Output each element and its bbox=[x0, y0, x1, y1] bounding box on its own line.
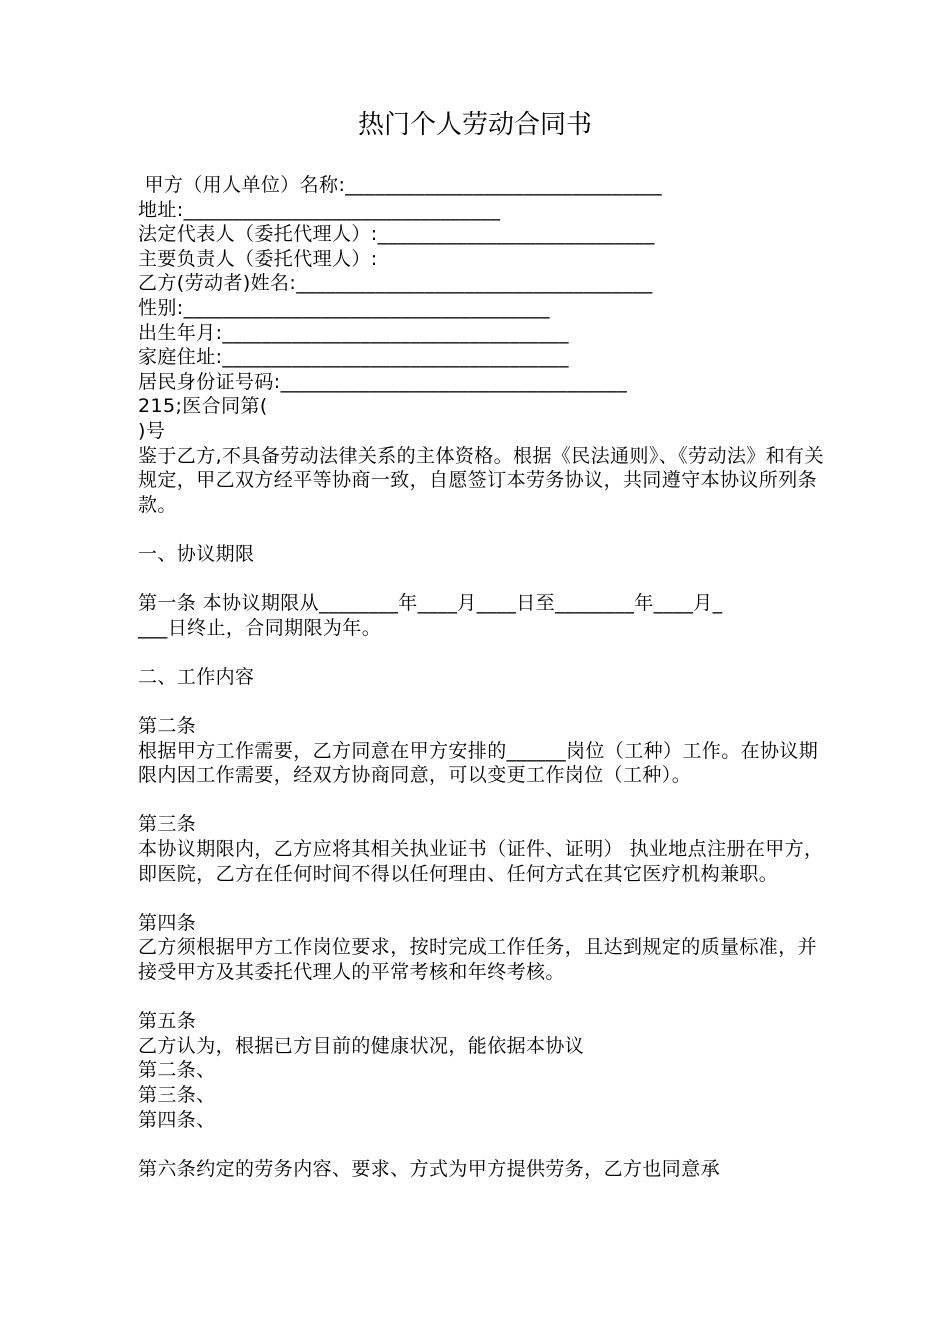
article-5-line-3: 第三条、 bbox=[138, 1083, 216, 1106]
article-4-heading: 第四条 bbox=[138, 911, 197, 934]
field-address: 地址:________________________________ bbox=[138, 198, 501, 221]
document-title: 热门个人劳动合同书 bbox=[357, 110, 592, 140]
article-1-line-2: ___日终止，合同期限为年。 bbox=[138, 616, 382, 639]
article-6-line-1: 第六条约定的劳务内容、要求、方式为甲方提供劳务，乙方也同意承 bbox=[138, 1157, 721, 1180]
article-1-line-1: 第一条 本协议期限从________年____月____日至________年____月_ bbox=[138, 592, 723, 615]
preamble-paragraph: 鉴于乙方,不具备劳动法律关系的主体资格。根据《民法通则》、《劳动法》和有关规定，甲乙双方经平等协商一致，自愿签订本劳务协议，共同遵守本协议所列条款。 bbox=[138, 444, 824, 516]
field-gender: 性别:_____________________________________ bbox=[138, 296, 550, 319]
field-birth-date: 出生年月:___________________________________ bbox=[138, 321, 569, 344]
document-body bbox=[138, 173, 828, 1181]
article-2-text: 根据甲方工作需要，乙方同意在甲方安排的______岗位（工种）工作。在协议期限内因工作需要，经双方协商同意，可以变更工作岗位（工种）。 bbox=[138, 739, 819, 787]
field-contract-number: 215;医合同第( bbox=[138, 395, 268, 418]
field-principal: 主要负责人（委托代理人）: bbox=[138, 247, 378, 270]
article-5-line-2: 第二条、 bbox=[138, 1059, 216, 1082]
article-3-text: 本协议期限内，乙方应将其相关执业证书（证件、证明） 执业地点注册在甲方，即医院，乙方在任何时间不得以任何理由、任何方式在其它医疗机构兼职。 bbox=[138, 838, 824, 885]
article-2-heading: 第二条 bbox=[138, 715, 197, 738]
article-4-text: 乙方须根据甲方工作岗位要求，按时完成工作任务，且达到规定的质量标准，并接受甲方及其委托代理人的平常考核和年终考核。 bbox=[138, 936, 818, 983]
article-5-heading: 第五条 bbox=[138, 1010, 197, 1033]
field-party-a-name: 甲方（用人单位）名称:________________________________ bbox=[138, 174, 663, 196]
field-id-number: 居民身份证号码:___________________________________ bbox=[138, 370, 628, 393]
section-heading-term: 一、协议期限 bbox=[138, 542, 255, 565]
field-contract-number-suffix: )号 bbox=[138, 419, 166, 442]
field-party-b-name: 乙方(劳动者)姓名:____________________________________ bbox=[138, 272, 653, 295]
field-home-address: 家庭住址:___________________________________ bbox=[138, 346, 569, 369]
article-5-line-4: 第四条、 bbox=[138, 1108, 216, 1131]
section-heading-work: 二、工作内容 bbox=[138, 665, 255, 688]
field-legal-representative: 法定代表人（委托代理人）:____________________________ bbox=[138, 223, 655, 246]
article-3-heading: 第三条 bbox=[138, 813, 197, 836]
article-5-line-1: 乙方认为，根据已方目前的健康状况，能依据本协议 bbox=[138, 1034, 585, 1057]
